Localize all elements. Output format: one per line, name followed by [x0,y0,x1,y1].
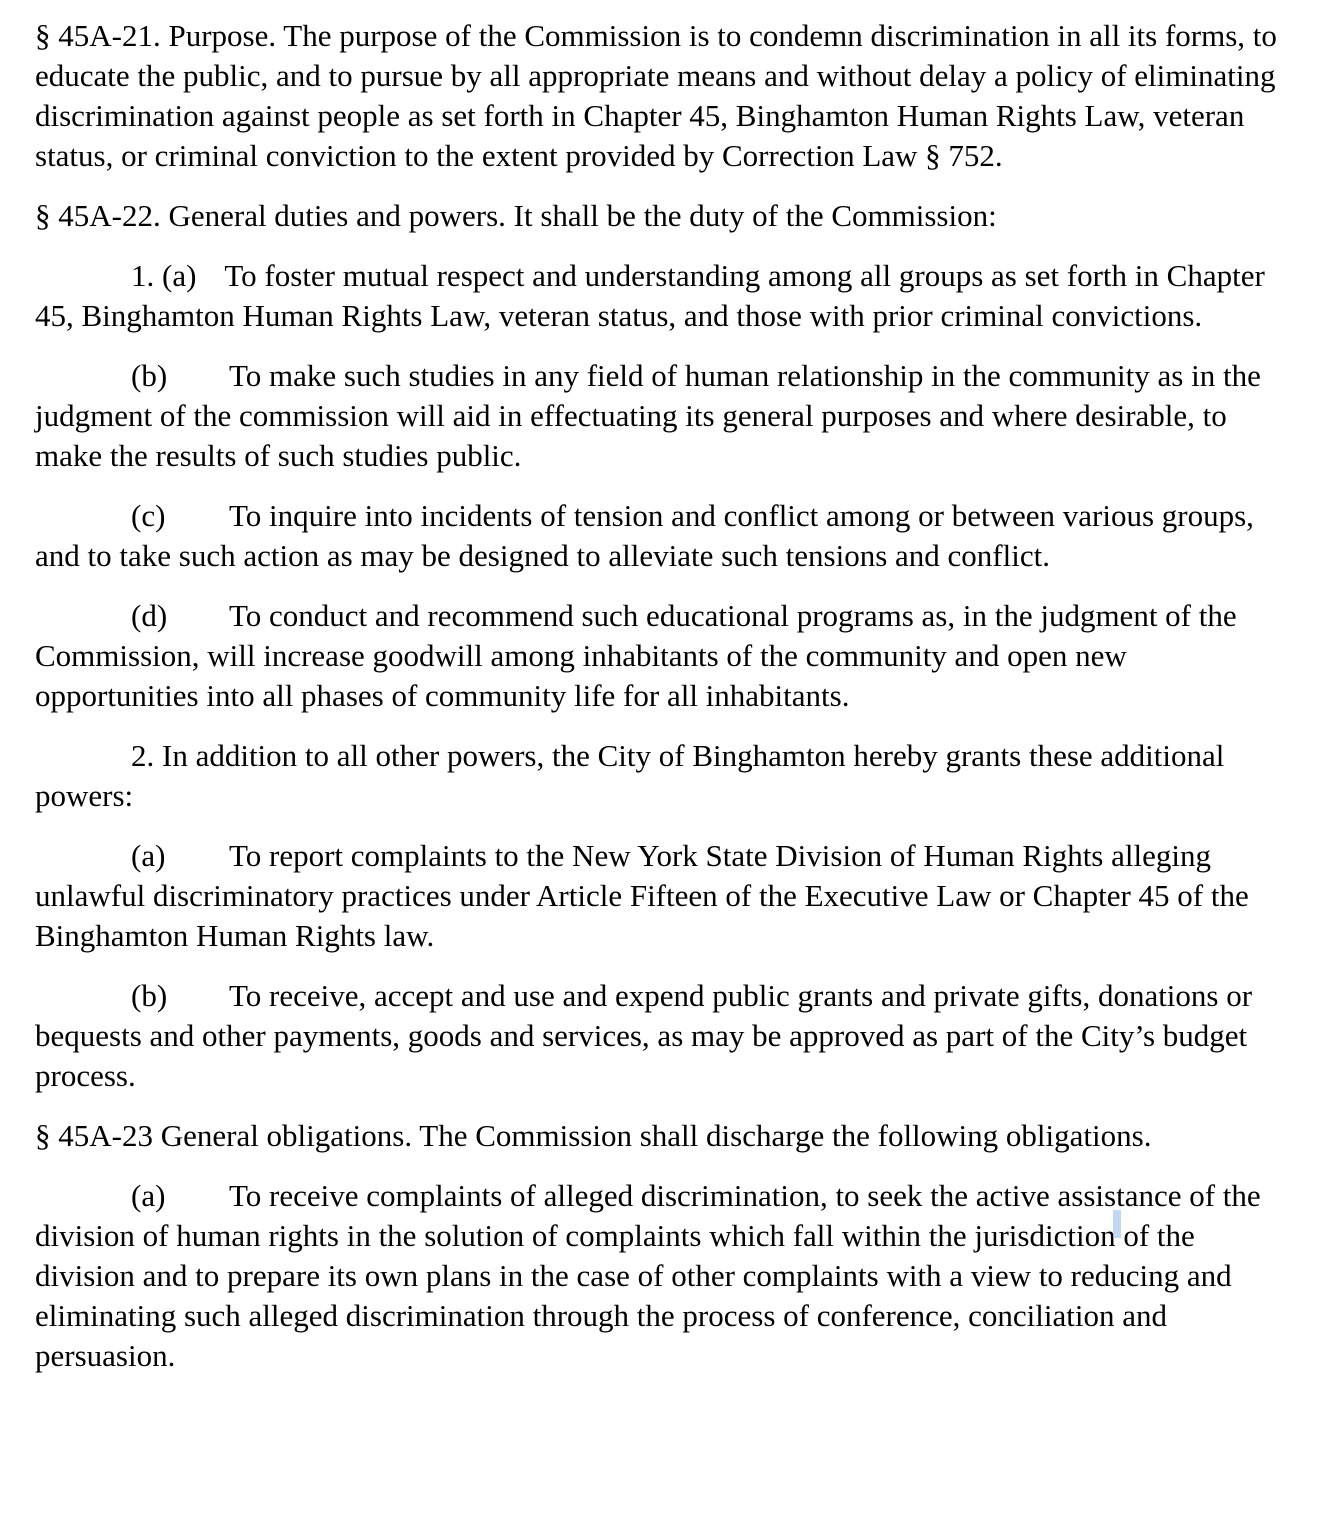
item-2-paragraph [35,736,1285,816]
item-2a-marker: (a) [131,838,166,873]
obligation-a-text-end: tance of the division of human rights in the solution of complaints which fall within the jurisdiction of the division and to prepare its own plans in the case of other complaints with a view to reducing and eliminating such alleged discrimination through the process of conference, conciliation and persuasion. [35,1178,1261,1373]
item-1a-paragraph [35,256,1285,336]
item-1d-text: To conduct and recommend such educational programs as, in the judgment of the Commission, will increase goodwill among inhabitants of the community and open new opportunities into all phases of community life for all inhabitants. [35,598,1237,713]
section-45a-21-text: § 45A-21. Purpose. The purpose of the Commission is to condemn discrimination in all its forms, to educate the public, and to pursue by all appropriate means and without delay a policy of eliminating discrimination against people as set forth in Chapter 45, Binghamton Human Rights Law, veteran status, or criminal conviction to the extent provided by Correction Law § 752. [35,18,1277,173]
item-2-text: 2. In addition to all other powers, the City of Binghamton hereby grants these additional powers: [35,738,1225,813]
item-1b-text: To make such studies in any field of human relationship in the community as in the judgment of the commission will aid in effectuating its general purposes and where desirable, to make the results of such studies public. [35,358,1261,473]
section-45a-23-heading [35,1116,1285,1156]
item-1b-paragraph [35,356,1285,476]
item-1b-marker: (b) [131,358,168,393]
section-45a-21-paragraph [35,16,1285,176]
item-1c-paragraph [35,496,1285,576]
item-2a-paragraph [35,836,1285,956]
document-page [35,16,1285,1396]
item-1d-paragraph [35,596,1285,716]
item-1a-marker: 1. (a) [131,258,197,293]
item-1c-text: To inquire into incidents of tension and conflict among or between various groups, and to take such action as may be designed to alleviate such tensions and conflict. [35,498,1254,573]
section-45a-23-heading-text: § 45A-23 General obligations. The Commission shall discharge the following obligations. [35,1118,1152,1153]
section-45a-22-heading-text: § 45A-22. General duties and powers. It shall be the duty of the Commission: [35,198,997,233]
item-2b-text: To receive, accept and use and expend public grants and private gifts, donations or bequests and other payments, goods and services, as may be approved as part of the City’s budget process. [35,978,1253,1093]
item-2b-paragraph [35,976,1285,1096]
item-2b-marker: (b) [131,978,168,1013]
item-1a-text: To foster mutual respect and understanding among all groups as set forth in Chapter 45, Binghamton Human Rights Law, veteran status, and those with prior criminal convictions. [35,258,1265,333]
section-45a-22-heading [35,196,1285,236]
item-2a-text: To report complaints to the New York State Division of Human Rights alleging unlawful discriminatory practices under Article Fifteen of the Executive Law or Chapter 45 of the Binghamton Human Rights law. [35,838,1249,953]
obligation-a-paragraph [35,1176,1285,1376]
item-1c-marker: (c) [131,498,166,533]
obligation-a-text-start: To receive complaints of alleged discrimination, to seek the active assis [229,1178,1117,1213]
obligation-a-marker: (a) [131,1178,166,1213]
item-1d-marker: (d) [131,598,168,633]
